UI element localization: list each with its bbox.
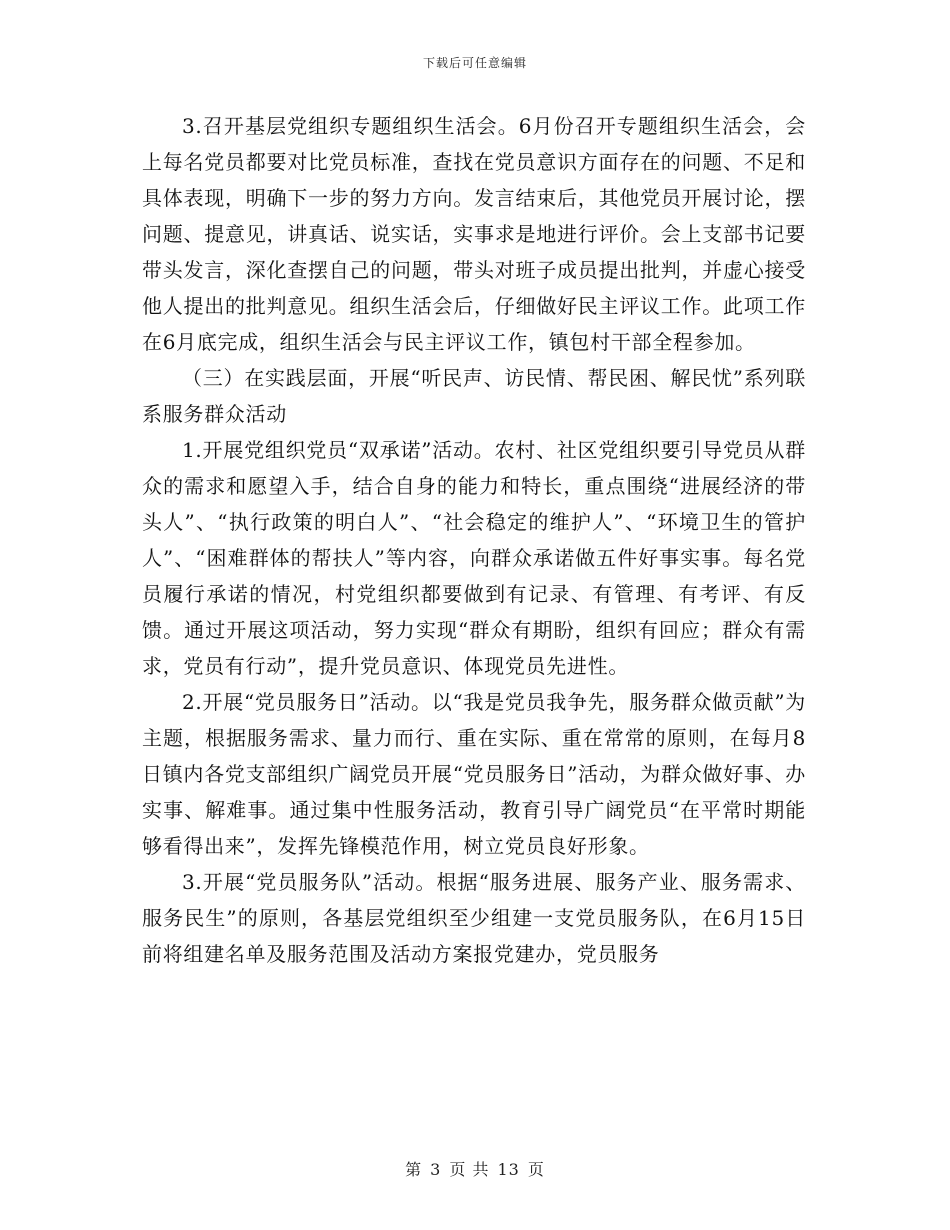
- section-heading-practice: （三）在实践层面，开展“听民声、访民情、帮民困、解民忧”系列联系服务群众活动: [142, 366, 806, 426]
- footer-middle: 页 共: [449, 1160, 490, 1179]
- footer-suffix: 页: [527, 1160, 545, 1179]
- paragraph-dual-commitment: 1.开展党组织党员“双承诺”活动。农村、社区党组织要引导党员从群众的需求和愿望入手，结合自身的能力和特长，重点围绕“进展经济的带头人”、“执行政策的明白人”、“社会稳定的维护人”、“环境卫生的管护人”、“困难群体的帮扶人”等内容，向群众承诺做五件好事实事。每名党员履行承诺的情况，村党组织都要做到有记录、有管理、有考评、有反馈。通过开展这项活动，努力实现“群众有期盼，组织有回应；群众有需求，党员有行动”，提升党员意识、体现党员先进性。: [142, 438, 806, 678]
- page-header: 下载后可任意编辑: [422, 56, 527, 70]
- footer-page-number: 3: [430, 1160, 442, 1179]
- paragraph-service-day: 2.开展“党员服务日”活动。以“我是党员我争先，服务群众做贡献”为主题，根据服务需求、量力而行、重在实际、重在常常的原则，在每月8日镇内各党支部组织广阔党员开展“党员服务日”活动，为群众做好事、办实事、解难事。通过集中性服务活动，教育引导广阔党员“在平常时期能够看得出来”，发挥先锋模范作用，树立党员良好形象。: [142, 690, 806, 858]
- paragraph-party-life-meeting: 3.召开基层党组织专题组织生活会。6月份召开专题组织生活会，会上每名党员都要对比党员标准，查找在党员意识方面存在的问题、不足和具体表现，明确下一步的努力方向。发言结束后，其他党员开展讨论，摆问题、提意见，讲真话、说实话，实事求是地进行评价。会上支部书记要带头发言，深化查摆自己的问题，带头对班子成员提出批判，并虚心接受他人提出的批判意见。组织生活会后，仔细做好民主评议工作。此项工作在6月底完成，组织生活会与民主评议工作，镇包村干部全程参加。: [142, 114, 806, 354]
- footer-total-pages: 13: [497, 1160, 520, 1179]
- footer-prefix: 第: [405, 1160, 423, 1179]
- paragraph-service-team: 3.开展“党员服务队”活动。根据“服务进展、服务产业、服务需求、服务民生”的原则，各基层党组织至少组建一支党员服务队，在6月15日前将组建名单及服务范围及活动方案报党建办，党员服务: [142, 870, 806, 966]
- page-footer: [0, 1157, 950, 1180]
- document-body: [142, 108, 806, 972]
